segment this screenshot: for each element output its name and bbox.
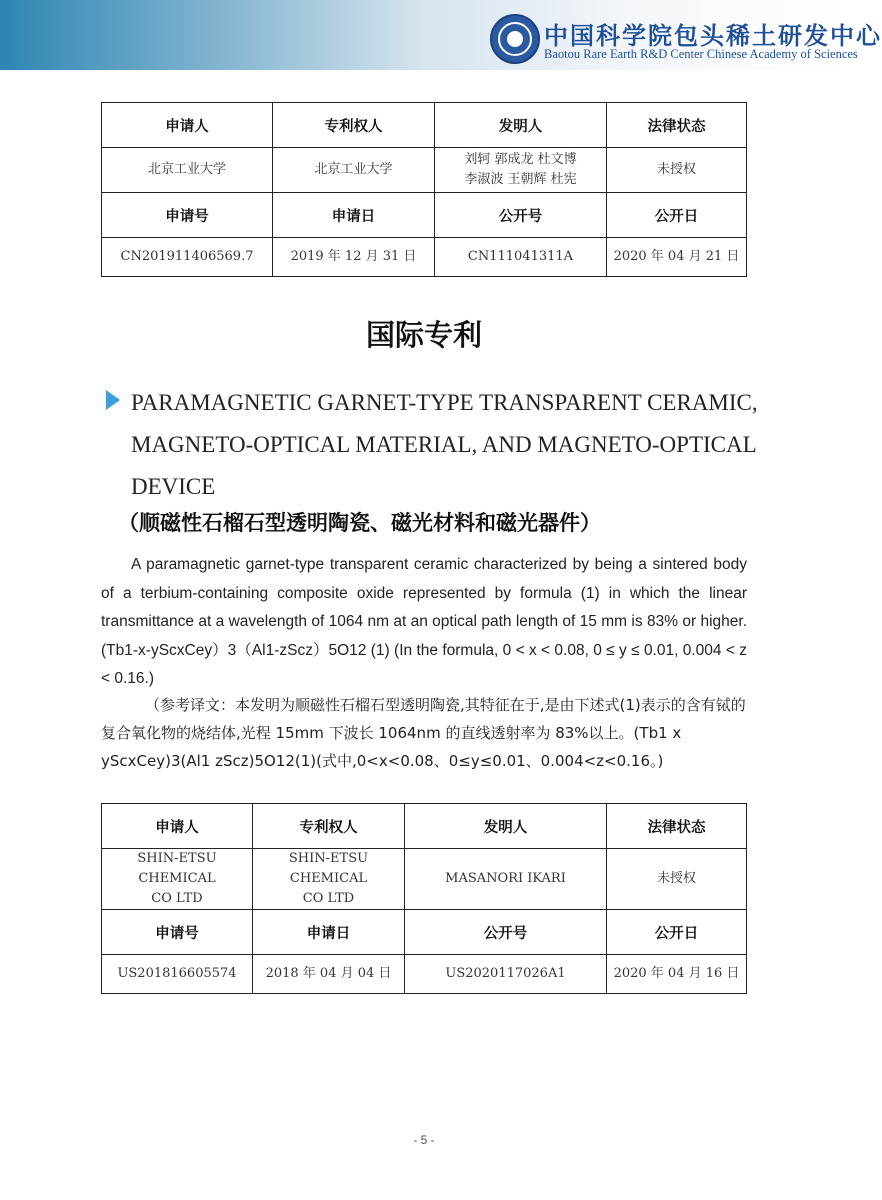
header-publication-date: 公开日 bbox=[607, 910, 747, 955]
inventors-line: 李淑波 王朝辉 杜宪 bbox=[464, 172, 577, 187]
applicant-line: SHIN-ETSU CHEMICAL bbox=[137, 851, 217, 886]
table-header-row bbox=[102, 193, 747, 238]
header-application-no: 申请号 bbox=[102, 193, 273, 238]
header-patentee: 专利权人 bbox=[273, 103, 435, 148]
section-title: 国际专利 bbox=[365, 318, 482, 352]
cell-applicant: 北京工业大学 bbox=[102, 148, 273, 193]
inventors-line: 刘轲 郭成龙 杜文博 bbox=[464, 152, 577, 167]
header-applicant: 申请人 bbox=[102, 804, 253, 849]
cell-application-no: US201816605574 bbox=[102, 955, 253, 994]
logo-core bbox=[507, 31, 523, 47]
header-patentee: 专利权人 bbox=[253, 804, 405, 849]
table-header-row bbox=[102, 103, 747, 148]
patent-title-en: PARAMAGNETIC GARNET-TYPE TRANSPARENT CERAMIC, MAGNETO-OPTICAL MATERIAL, AND MAGNETO-OPTICAL DEVICE bbox=[131, 390, 758, 499]
header-application-date: 申请日 bbox=[253, 910, 405, 955]
patent-table-1 bbox=[101, 102, 747, 277]
header-legal-status: 法律状态 bbox=[607, 103, 747, 148]
header-publication-no: 公开号 bbox=[435, 193, 607, 238]
cell-inventors bbox=[435, 148, 607, 193]
cell-publication-date: 2020 年 04 月 16 日 bbox=[607, 955, 747, 994]
cell-publication-no: CN111041311A bbox=[435, 238, 607, 277]
abstract-cn-translation: （参考译文：本发明为顺磁性石榴石型透明陶瓷,其特征在于,是由下述式(1)表示的含有铽的复合氧化物的烧结体,光程 15mm 下波长 1064nm 的直线透射率为 83%以上。(Tb1 x yScxCey)3(Al1 zScz)5O12(1)(式中,0<x<0.08、0≤y≤0.01、0.004<z<0.16。) bbox=[101, 696, 746, 770]
org-name-en: Baotou Rare Earth R&D Center Chinese Academy of Sciences bbox=[544, 47, 858, 61]
table-row bbox=[102, 148, 747, 193]
header-publication-no: 公开号 bbox=[405, 910, 607, 955]
triangle-bullet-icon bbox=[106, 390, 120, 410]
header-application-date: 申请日 bbox=[273, 193, 435, 238]
header-applicant: 申请人 bbox=[102, 103, 273, 148]
cell-patentee bbox=[253, 849, 405, 910]
patentee-line: SHIN-ETSU CHEMICAL bbox=[288, 851, 369, 886]
table-header-row bbox=[102, 910, 747, 955]
applicant-line: CO LTD bbox=[151, 891, 203, 906]
cell-legal-status: 未授权 bbox=[607, 148, 747, 193]
cell-application-date: 2019 年 12 月 31 日 bbox=[273, 238, 435, 277]
table-header-row bbox=[102, 804, 747, 849]
abstract-en: A paramagnetic garnet-type transparent ceramic characterized by being a sintered body of a terbium-containing composite oxide represented by formula (1) in which the linear transmittance at a wavelength of 1064 nm at an optical path length of 15 mm is 83% or higher. (Tb1-x-yScxCey）3（Al1-zScz）5O12 (1) (In the formula, 0 < x < 0.08, 0 ≤ y ≤ 0.01, 0.004 < z < 0.16.) bbox=[101, 556, 747, 687]
org-name-cn: 中国科学院包头稀土研发中心 bbox=[544, 21, 882, 50]
table-row bbox=[102, 955, 747, 994]
table-row bbox=[102, 849, 747, 910]
patent-table-2 bbox=[101, 803, 747, 994]
cell-inventors: MASANORI IKARI bbox=[405, 849, 607, 910]
header-application-no: 申请号 bbox=[102, 910, 253, 955]
cell-application-date: 2018 年 04 月 04 日 bbox=[253, 955, 405, 994]
cell-application-no: CN201911406569.7 bbox=[102, 238, 273, 277]
header-publication-date: 公开日 bbox=[607, 193, 747, 238]
header-legal-status: 法律状态 bbox=[607, 804, 747, 849]
header-inventors: 发明人 bbox=[405, 804, 607, 849]
cell-applicant bbox=[102, 849, 253, 910]
patent-title-cn: （顺磁性石榴石型透明陶瓷、磁光材料和磁光器件） bbox=[118, 511, 601, 535]
cas-logo-icon bbox=[490, 14, 540, 64]
cell-legal-status: 未授权 bbox=[607, 849, 747, 910]
patentee-line: CO LTD bbox=[302, 891, 355, 906]
cell-patentee: 北京工业大学 bbox=[273, 148, 435, 193]
cell-publication-date: 2020 年 04 月 21 日 bbox=[607, 238, 747, 277]
table-row bbox=[102, 238, 747, 277]
page-number: - 5 - bbox=[413, 1133, 435, 1147]
header-inventors: 发明人 bbox=[435, 103, 607, 148]
cell-publication-no: US2020117026A1 bbox=[405, 955, 607, 994]
